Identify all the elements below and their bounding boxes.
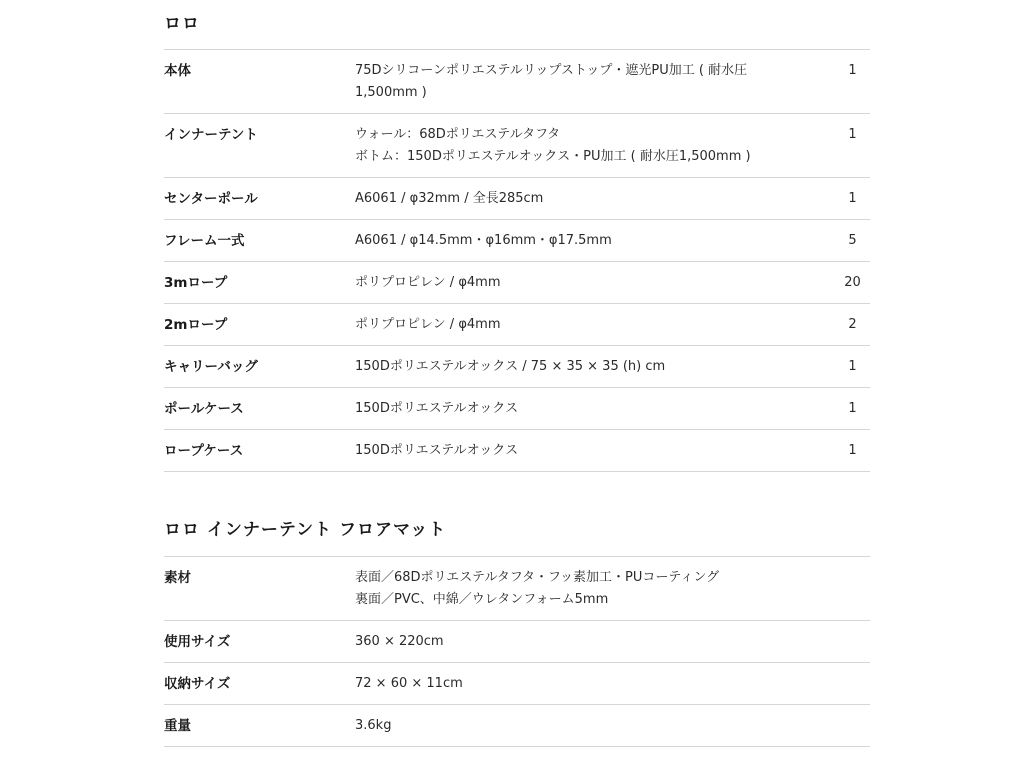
section-title-roro: ロロ: [164, 14, 200, 34]
item-spec: [355, 220, 835, 262]
item-spec: [355, 178, 835, 220]
table-row: [164, 50, 870, 114]
item-quantity: 1: [835, 178, 870, 220]
item-name: 本体: [164, 50, 355, 114]
item-name: 重量: [164, 705, 355, 747]
item-quantity: 1: [835, 430, 870, 472]
spec-line: 3.6kg: [355, 718, 392, 733]
item-quantity: 1: [835, 114, 870, 178]
table-row: [164, 621, 870, 663]
table-row: [164, 388, 870, 430]
item-name: 3mロープ: [164, 262, 355, 304]
item-quantity: 1: [835, 346, 870, 388]
item-spec: [355, 388, 835, 430]
spec-line: 72 × 60 × 11cm: [355, 676, 463, 691]
item-spec: [355, 663, 870, 705]
item-spec: [355, 304, 835, 346]
table-row: [164, 346, 870, 388]
spec-line: 75Dシリコーンポリエステルリップストップ・遮光PU加工 ( 耐水圧: [355, 63, 748, 78]
floormat-spec-table: [164, 556, 870, 747]
table-row: [164, 220, 870, 262]
spec-line: A6061 / φ32mm / 全長285cm: [355, 191, 544, 206]
item-quantity: 20: [835, 262, 870, 304]
table-row: [164, 114, 870, 178]
table-row: [164, 557, 870, 621]
spec-line: ポリプロピレン / φ4mm: [355, 275, 501, 290]
spec-line: ボトム：150Dポリエステルオックス・PU加工 ( 耐水圧1,500mm ): [355, 149, 751, 164]
item-name: インナーテント: [164, 114, 355, 178]
spec-line: 150Dポリエステルオックス / 75 × 35 × 35 (h) cm: [355, 359, 666, 374]
table-row: [164, 663, 870, 705]
spec-line: 150Dポリエステルオックス: [355, 401, 519, 416]
spec-line: 360 × 220cm: [355, 634, 444, 649]
table-row: [164, 304, 870, 346]
spec-line: 1,500mm ): [355, 85, 427, 100]
item-quantity: 1: [835, 388, 870, 430]
table-row: [164, 705, 870, 747]
item-name: 素材: [164, 557, 355, 621]
spec-line: A6061 / φ14.5mm・φ16mm・φ17.5mm: [355, 233, 612, 248]
table-row: [164, 430, 870, 472]
item-spec: [355, 114, 835, 178]
section-title-floormat: ロロ インナーテント フロアマット: [164, 520, 447, 540]
table-row: [164, 262, 870, 304]
item-name: センターポール: [164, 178, 355, 220]
item-spec: [355, 705, 870, 747]
item-spec: [355, 621, 870, 663]
item-quantity: 1: [835, 50, 870, 114]
item-name: 使用サイズ: [164, 621, 355, 663]
item-spec: [355, 430, 835, 472]
item-quantity: 5: [835, 220, 870, 262]
spec-line: 裏面／PVC、中綿／ウレタンフォーム5mm: [355, 592, 609, 607]
table-row: [164, 178, 870, 220]
item-quantity: 2: [835, 304, 870, 346]
spec-line: 150Dポリエステルオックス: [355, 443, 519, 458]
item-name: ロープケース: [164, 430, 355, 472]
item-name: 収納サイズ: [164, 663, 355, 705]
spec-line: ポリプロピレン / φ4mm: [355, 317, 501, 332]
item-name: 2mロープ: [164, 304, 355, 346]
item-spec: [355, 557, 870, 621]
item-name: ポールケース: [164, 388, 355, 430]
component-spec-table: [164, 49, 870, 472]
spec-line: ウォール：68Dポリエステルタフタ: [355, 127, 561, 142]
item-spec: [355, 50, 835, 114]
item-spec: [355, 346, 835, 388]
item-name: キャリーバッグ: [164, 346, 355, 388]
item-spec: [355, 262, 835, 304]
item-name: フレーム一式: [164, 220, 355, 262]
spec-line: 表面／68Dポリエステルタフタ・フッ素加工・PUコーティング: [355, 570, 720, 585]
